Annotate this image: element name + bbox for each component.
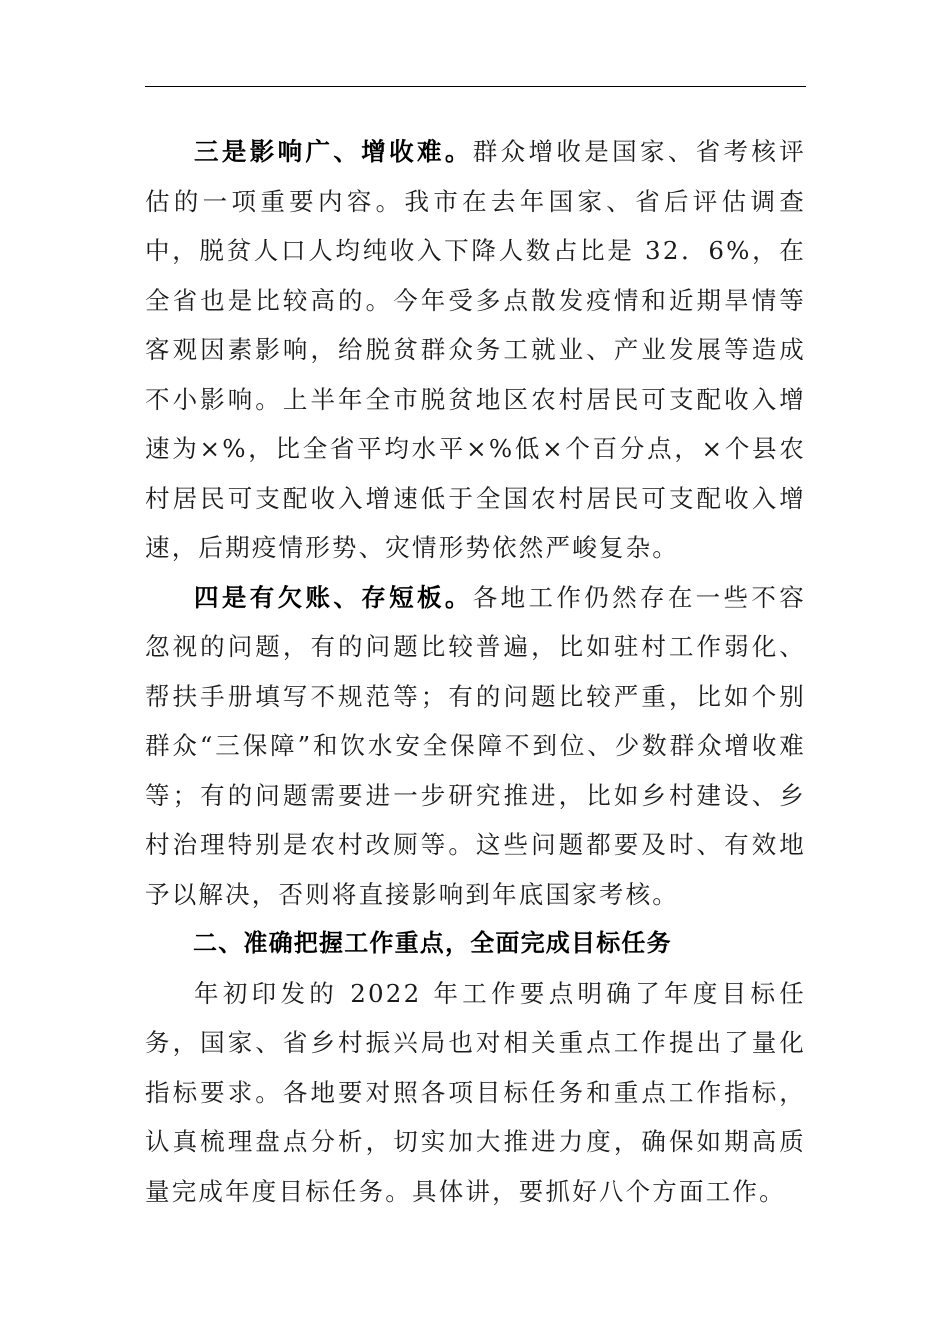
paragraph-text: 群众增收是国家、省考核评估的一项重要内容。我市在去年国家、省后评估调查中，脱贫人口人均纯收入下降人数占比是 32．6%，在全省也是比较高的。今年受多点散发疫情和近期旱情等客观因素影响，给脱贫群众务工就业、产业发展等造成不小影响。上半年全市脱贫地区农村居民可支配收入增速为×%，比全省平均水平×%低×个百分点，×个县农村居民可支配收入增速低于全国农村居民可支配收入增速，后期疫情形势、灾情形势依然严峻复杂。 (145, 137, 806, 562)
paragraph-annual-targets (145, 969, 806, 1217)
paragraph-text: 各地工作仍然存在一些不容忽视的问题，有的问题比较普遍，比如驻村工作弱化、帮扶手册填写不规范等；有的问题比较严重，比如个别群众“三保障”和饮水安全保障不到位、少数群众增收难等；有的问题需要进一步研究推进，比如乡村建设、乡村治理特别是农村改厕等。这些问题都要及时、有效地予以解决，否则将直接影响到年底国家考核。 (145, 582, 806, 909)
section-heading: 二、准确把握工作重点，全面完成目标任务 (193, 929, 672, 957)
paragraph-lead: 四是有欠账、存短板。 (194, 582, 473, 612)
paragraph-text: 年初印发的 2022 年工作要点明确了年度目标任务，国家、省乡村振兴局也对相关重点工作提出了量化指标要求。各地要对照各项目标任务和重点工作指标，认真梳理盘点分析，切实加大推进力度，确保如期高质量完成年度目标任务。具体讲，要抓好八个方面工作。 (145, 978, 806, 1206)
document-body (145, 127, 806, 1216)
paragraph-shortcomings (145, 573, 806, 920)
header-rule (145, 86, 806, 87)
paragraph-income (145, 127, 806, 573)
paragraph-lead: 三是影响广、增收难。 (194, 137, 473, 166)
